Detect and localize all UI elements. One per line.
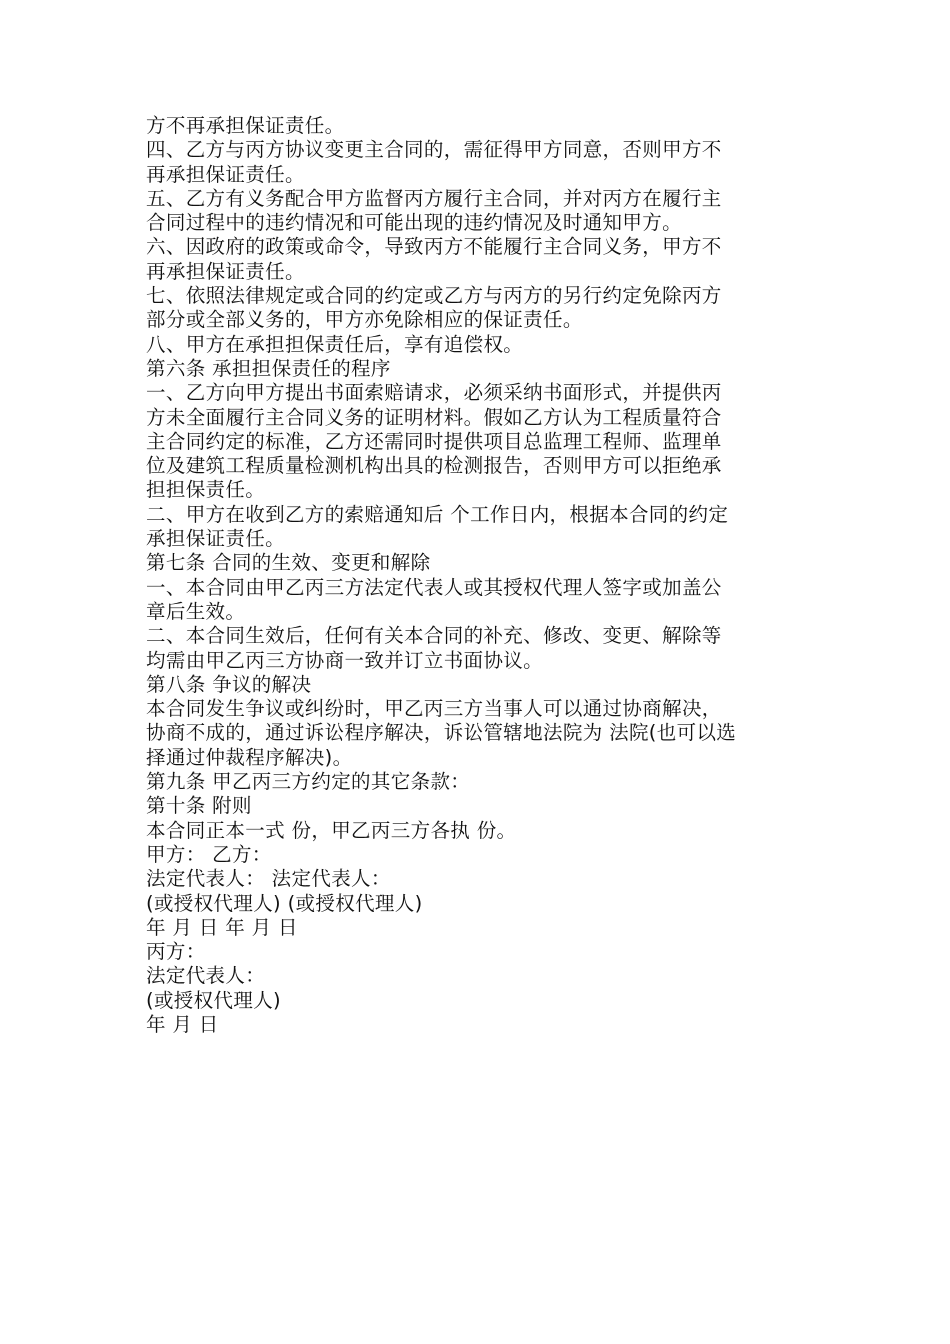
text-line: 主合同约定的标准，乙方还需同时提供项目总监理工程师、监理单: [146, 429, 722, 453]
text-line: 六、因政府的政策或命令，导致丙方不能履行主合同义务，甲方不: [146, 235, 722, 259]
section-heading: 第六条 承担担保责任的程序: [146, 356, 391, 380]
text-line: 合同过程中的违约情况和可能出现的违约情况及时通知甲方。: [146, 211, 682, 235]
text-line: 再承担保证责任。: [146, 162, 305, 186]
text-line: 二、本合同生效后，任何有关本合同的补充、修改、变更、解除等: [146, 624, 722, 648]
text-line: 本合同正本一式 份，甲乙丙三方各执 份。: [146, 818, 517, 842]
text-line: 部分或全部义务的，甲方亦免除相应的保证责任。: [146, 308, 583, 332]
text-line: 一、本合同由甲乙丙三方法定代表人或其授权代理人签字或加盖公: [146, 575, 722, 599]
section-heading: 第十条 附则: [146, 794, 252, 818]
document-body: [146, 114, 816, 1037]
date-line: 年 月 日: [146, 1012, 219, 1036]
signature-line: 法定代表人：: [146, 964, 266, 988]
text-line: 再承担保证责任。: [146, 259, 305, 283]
signature-line: (或授权代理人) (或授权代理人): [146, 891, 423, 915]
text-line: 一、乙方向甲方提出书面索赔请求，必须采纳书面形式，并提供丙: [146, 381, 722, 405]
section-heading: 第七条 合同的生效、变更和解除: [146, 551, 431, 575]
text-line: 协商不成的，通过诉讼程序解决，诉讼管辖地法院为 法院(也可以选: [146, 721, 737, 745]
text-line: 方不再承担保证责任。: [146, 114, 345, 137]
text-line: 八、甲方在承担担保责任后，享有追偿权。: [146, 332, 524, 356]
section-heading: 第八条 争议的解决: [146, 672, 312, 696]
section-heading: 第九条 甲乙丙三方约定的其它条款：: [146, 770, 471, 794]
text-line: 位及建筑工程质量检测机构出具的检测报告，否则甲方可以拒绝承: [146, 454, 722, 478]
text-line: 担担保责任。: [146, 478, 266, 502]
signature-line: 甲方： 乙方：: [146, 842, 272, 866]
text-line: 择通过仲裁程序解决)。: [146, 745, 353, 769]
signature-line: 丙方：: [146, 940, 206, 964]
signature-line: 法定代表人： 法定代表人：: [146, 867, 391, 891]
text-line: 二、甲方在收到乙方的索赔通知后 个工作日内，根据本合同的约定: [146, 502, 729, 526]
text-line: 四、乙方与丙方协议变更主合同的，需征得甲方同意，否则甲方不: [146, 138, 722, 162]
text-line: 承担保证责任。: [146, 527, 285, 551]
text-line: 七、依照法律规定或合同的约定或乙方与丙方的另行约定免除丙方: [146, 284, 722, 308]
text-line: 本合同发生争议或纠纷时，甲乙丙三方当事人可以通过协商解决，: [146, 697, 722, 721]
text-line: 章后生效。: [146, 599, 246, 623]
text-line: 均需由甲乙丙三方协商一致并订立书面协议。: [146, 648, 544, 672]
text-line: 方未全面履行主合同义务的证明材料。假如乙方认为工程质量符合: [146, 405, 722, 429]
date-line: 年 月 日 年 月 日: [146, 915, 298, 939]
text-line: 五、乙方有义务配合甲方监督丙方履行主合同，并对丙方在履行主: [146, 186, 722, 210]
signature-line: (或授权代理人): [146, 988, 282, 1012]
